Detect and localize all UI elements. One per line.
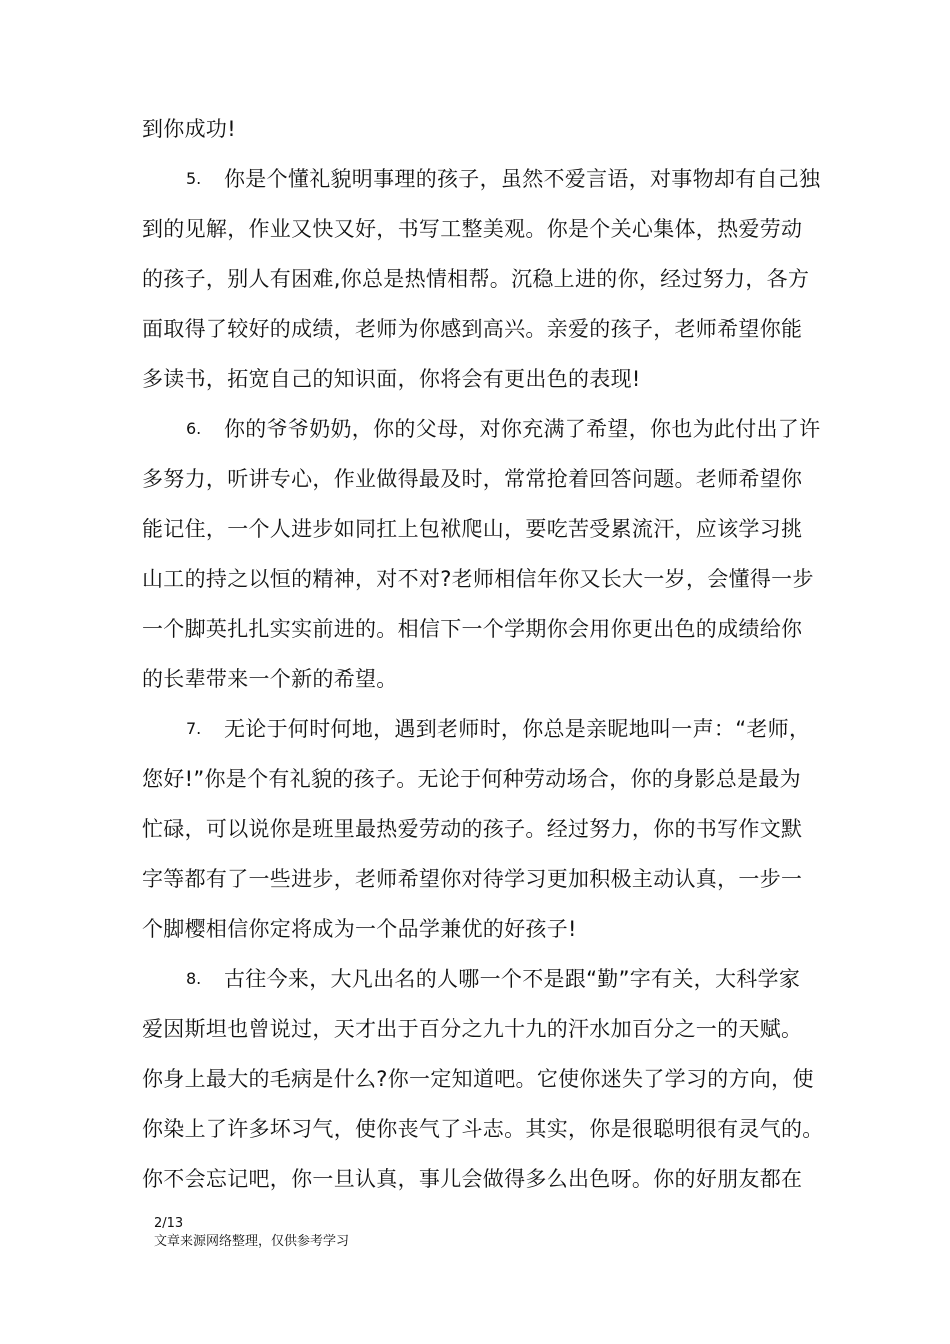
- paragraph-line: 多努力，听讲专心，作业做得最及时，常常抢着回答问题。老师希望你: [142, 467, 803, 491]
- footer-note: 文章来源网络整理，仅供参考学习: [154, 1234, 350, 1249]
- paragraph-line: 个脚樱相信你定将成为一个品学兼优的好孩子!: [142, 917, 577, 941]
- paragraph-line: 你身上最大的毛病是什么?你一定知道吧。它使你迷失了学习的方向，使: [142, 1067, 814, 1091]
- paragraph-line: 多读书，拓宽自己的知识面，你将会有更出色的表现!: [142, 367, 641, 391]
- paragraph-line: 的长辈带来一个新的希望。: [142, 667, 398, 691]
- paragraph-line: 字等都有了一些进步，老师希望你对待学习更加积极主动认真，一步一: [142, 867, 803, 891]
- paragraph-line: 的孩子，别人有困难,你总是热情相帮。沉稳上进的你，经过努力，各方: [142, 267, 810, 291]
- paragraph-line: 你是个懂礼貌明事理的孩子，虽然不爱言语，对事物却有自己独: [224, 167, 821, 191]
- paragraph-line: 无论于何时何地，遇到老师时，你总是亲昵地叫一声：“老师，: [224, 717, 811, 741]
- paragraph-line: 山工的持之以恒的精神，对不对?老师相信年你又长大一岁，会懂得一步: [142, 567, 814, 591]
- paragraph-number: 5.: [186, 169, 202, 188]
- paragraph-line: 您好!”你是个有礼貌的孩子。无论于何种劳动场合，你的身影总是最为: [142, 767, 801, 791]
- paragraph-line: 爱因斯坦也曾说过，天才出于百分之九十九的汗水加百分之一的天赋。: [142, 1017, 803, 1041]
- paragraph-line: 到的见解，作业又快又好，书写工整美观。你是个关心集体，热爱劳动: [142, 217, 803, 241]
- paragraph-line: 面取得了较好的成绩，老师为你感到高兴。亲爱的孩子，老师希望你能: [142, 317, 803, 341]
- paragraph-number: 6.: [186, 419, 202, 438]
- paragraph-line: 你染上了许多坏习气，使你丧气了斗志。其实，你是很聪明很有灵气的。: [142, 1117, 824, 1141]
- paragraph-line: 你不会忘记吧，你一旦认真，事儿会做得多么出色呀。你的好朋友都在: [142, 1167, 803, 1191]
- paragraph-line: 你的爷爷奶奶，你的父母，对你充满了希望，你也为此付出了许: [224, 417, 821, 441]
- paragraph-line: 忙碌，可以说你是班里最热爱劳动的孩子。经过努力，你的书写作文默: [142, 817, 803, 841]
- paragraph-number: 8.: [186, 969, 202, 988]
- paragraph-line: 能记住，一个人进步如同扛上包袱爬山，要吃苦受累流汗，应该学习挑: [142, 517, 803, 541]
- paragraph-line: 一个脚英扎扎实实前进的。相信下一个学期你会用你更出色的成绩给你: [142, 617, 803, 641]
- paragraph-number: 7.: [186, 719, 202, 738]
- paragraph-line: 到你成功!: [142, 117, 236, 141]
- paragraph-line: 古往今来，大凡出名的人哪一个不是跟“勤”字有关，大科学家: [224, 967, 801, 991]
- page-number: 2/13: [154, 1216, 184, 1231]
